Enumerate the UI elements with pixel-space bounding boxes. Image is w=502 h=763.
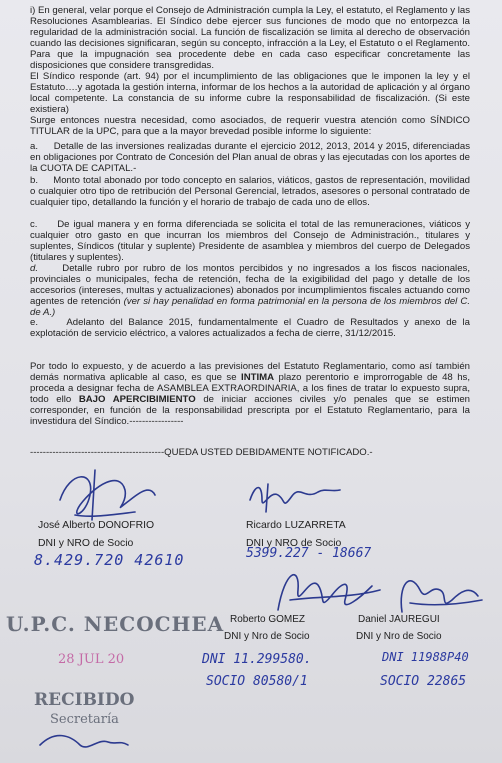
handwritten-socio-jauregui: SOCIO 22865: [380, 674, 467, 689]
handwritten-dni-jauregui: DNI 11988P40: [382, 650, 469, 664]
item-d-letter: d.: [30, 263, 39, 274]
stamp-secretary: Secretaría: [50, 712, 119, 727]
paragraph-surge-text: Surge entonces nuestra necesidad, como asociados, de requerir vuestra atención como SÍNDICO TITULAR de la UPC, para que a la mayor brevedad posible informe lo siguiente:: [30, 115, 470, 137]
signatory-name: José Alberto DONOFRIO: [38, 520, 155, 531]
signatory-dni-label: DNI y NRO de Socio: [38, 538, 134, 549]
signature-donofrio: [60, 470, 155, 520]
item-d-text: Detalle rubro por rubro de los montos percibidos y no ingresados a los fiscos nacionales, provinciales o municipales, fecha de retención, fecha de la exigibilidad del pago y detalle de los accesorios (intereses, multas y actualizaciones) abonados por incumplimientos fiscales actuando como agentes de retención: [30, 263, 470, 307]
stamp-title: U.P.C. NECOCHEA: [6, 612, 225, 636]
signature-jauregui: [401, 581, 482, 612]
reception-stamp: [0, 600, 225, 740]
item-e-text: Adelanto del Balance 2015, fundamentalmente el Cuadro de Resultados y anexo de la explotación de servicio eléctrico, a valores actualizados a fecha de cierre, 31/12/2015.: [30, 317, 471, 339]
item-c-letter: c.: [30, 219, 38, 230]
handwritten-dni-luzarreta: 5399.227 - 18667: [246, 546, 372, 561]
signatory-donofrio: [38, 520, 154, 549]
final-text-1: Por todo lo expuesto, y de acuerdo a las previsiones del Estatuto Reglamentario, como así también demás normativa aplicable al caso, es que se: [30, 361, 470, 383]
handwritten-dni-gomez: DNI 11.299580.: [202, 652, 312, 667]
item-c-text: De igual manera y en forma diferenciada se solicita el total de las remuneraciones, viáticos y cualquier otro gasto en que incurran los miembros del Consejo de Administración., titulares y suplentes, Síndicos (titular y suplente) Presidente de asamblea y miembros del cuerpo de Delegados (titulares y suplentes).: [30, 219, 471, 263]
intima-label: INTIMA: [241, 371, 275, 383]
signatory-dni-label: DNI y NRO de Socio: [246, 538, 342, 549]
handwritten-dni-donofrio: 8.429.720 42610: [34, 551, 185, 569]
signatory-dni-label: DNI y Nro de Socio: [356, 631, 442, 642]
final-text-2: plazo perentorio e improrrogable de 48 hs, proceda a designar fecha de ASAMBLEA EXTRAORDINARIA, a los fines de tratar lo expuesto supra, todo ello: [30, 371, 470, 405]
stamp-date: 28 JUL 20: [58, 652, 125, 667]
signatory-jauregui: [356, 614, 442, 642]
item-a-letter: a.: [30, 141, 39, 152]
paragraph-i-text: i) En general, velar porque el Consejo de Administración cumpla la Ley, el estatuto, el Reglamento y las Resoluciones Asamblearias. El Síndico debe ejercer sus funciones de modo que no entorpezca la regularidad de la administración social. La función de fiscalización se limita al derecho de observación cuando las decisiones significaran, según su concepto, infracción a la Ley, el Estatuto o el Reglamento. Para que la impugnación sea procedente debe en cada caso especificar concretamente las disposiciones que considere transgredidas.: [30, 5, 470, 71]
final-text-3: de iniciar acciones civiles y/o penales que se estimen corresponder, en función de la responsabilidad prescripta por el Estatuto Reglamentario, para la investidura del Síndico.-----------------: [30, 393, 470, 427]
item-e-letter: e.: [30, 317, 39, 328]
signatory-name: Daniel JAUREGUI: [358, 614, 440, 625]
signature-luzarreta: [250, 484, 340, 512]
item-b-text: Monto total abonado por todo concepto en salarios, viáticos, gastos de representación, movilidad o cualquier otro tipo de retribución del Personal Gerencial, letrados, asesores o personal contratado de cualquier tipo, detallando la función y el horario de trabajo de cada uno de ellos.: [30, 175, 470, 208]
signatory-name: Ricardo LUZARRETA: [246, 520, 346, 531]
notification-text: ------------------------------------------QUEDA USTED DEBIDAMENTE NOTIFICADO.-: [30, 447, 373, 458]
item-a-text: Detalle de las inversiones realizadas durante el ejercicio 2012, 2013, 2014 y 2015, diferenciadas en obligaciones por Contrato de Concesión del Plan anual de obras y las ejecutadas con los aportes de la CUOTA DE CAPITAL.-: [30, 141, 471, 174]
signatory-gomez: [224, 614, 310, 642]
signatory-dni-label: DNI y Nro de Socio: [224, 631, 310, 642]
apercibimiento-label: BAJO APERCIBIMIENTO: [78, 393, 196, 405]
stamp-received: RECIBIDO: [34, 690, 135, 710]
item-d-italic-note: (ver si hay penalidad en forma patrimonial en la persona de los miembros del C. de A.): [30, 295, 471, 318]
signatory-luzarreta: [246, 520, 346, 549]
signature-gomez: [278, 575, 380, 610]
signatory-name: Roberto GOMEZ: [230, 614, 306, 625]
paragraph-responsibility-text: El Síndico responde (art. 94) por el incumplimiento de las obligaciones que le imponen la ley y el Estatuto….y agotada la gestión interna, informar de los hechos a la autoridad de aplicación y al órgano local competente. La constancia de su informe cubre la responsabilidad de fiscalización. (Si este existiera): [30, 71, 470, 115]
handwritten-socio-gomez: SOCIO 80580/1: [206, 674, 308, 689]
item-b-letter: b.: [30, 175, 39, 186]
